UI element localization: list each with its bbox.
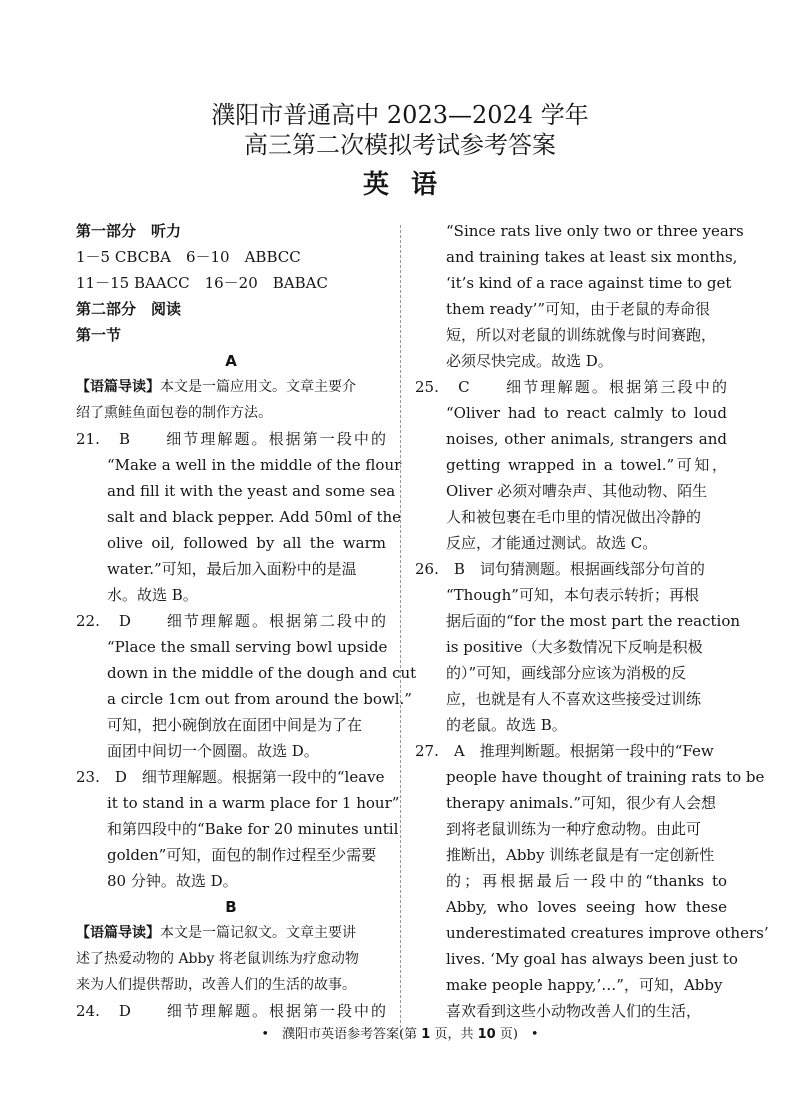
answer-line: 必须尽快完成。故选 D。	[446, 352, 613, 370]
answer-line: ‘it’s kind of a race against time to get	[446, 274, 732, 292]
answer-line: 【语篇导读】本文是一篇应用文。文章主要介	[76, 379, 356, 395]
passage-heading: B	[225, 898, 237, 916]
answer-line: 人和被包裹在毛巾里的情况做出冷静的	[446, 508, 702, 526]
answer-line: 26. B 词句猜测题。根据画线部分句首的	[415, 560, 705, 578]
passage-heading: A	[225, 352, 237, 370]
answer-line: 可知，把小碗倒放在面团中间是为了在	[107, 716, 363, 734]
answer-line: “Though”可知，本句表示转折；再根	[446, 586, 699, 604]
answer-line: olive oil, followed by all the warm	[107, 534, 386, 552]
subject-heading: 英语	[362, 170, 459, 200]
passage-guide-label: 【语篇导读】	[76, 379, 160, 395]
answer-line: 和第四段中的“Bake for 20 minutes until	[107, 820, 399, 838]
answer-line: 据后面的“for the most part the reaction	[446, 612, 741, 630]
answer-line: 喜欢看到这些小动物改善人们的生活，	[446, 1002, 702, 1020]
answer-line: noises, other animals, strangers and	[446, 430, 727, 448]
answer-line: water.”可知，最后加入面粉中的是温	[107, 560, 357, 578]
passage-guide-label: 【语篇导读】	[76, 925, 160, 941]
answer-line: 24. D 细节理解题。根据第一段中的	[76, 1002, 386, 1020]
page-footer	[0, 1023, 800, 1042]
answer-line: 11－15 BAACC 16－20 BABAC	[76, 274, 328, 292]
answer-line: 的；再根据最后一段中的“thanks to	[446, 872, 727, 890]
answer-line: and training takes at least six months,	[446, 248, 738, 266]
section-heading: 第二部分 阅读	[76, 300, 182, 318]
answer-line: 27. A 推理判断题。根据第一段中的“Few	[415, 742, 714, 760]
answer-line: 80 分钟。故选 D。	[107, 872, 238, 890]
answer-line: lives. ‘My goal has always been just to	[446, 950, 738, 968]
footer-middle: 页，共	[430, 1027, 478, 1042]
answer-line: “Place the small serving bowl upside	[107, 638, 388, 656]
answer-line: 的）”可知，画线部分应该为消极的反	[446, 664, 687, 682]
answer-line: is positive（大多数情况下反响是积极	[446, 638, 703, 656]
answer-line: 23. D 细节理解题。根据第一段中的“leave	[76, 768, 385, 786]
answer-line: them ready’”可知，由于老鼠的寿命很	[446, 300, 711, 318]
answer-line: 水。故选 B。	[107, 586, 198, 604]
document-title-line1: 濮阳市普通高中 2023—2024 学年	[211, 101, 589, 129]
document-title-line2: 高三第二次模拟考试参考答案	[244, 131, 556, 159]
answer-line: Oliver 必须对嘈杂声、其他动物、陌生	[446, 482, 708, 500]
section-heading: 第一节	[76, 326, 122, 344]
answer-line: 来为人们提供帮助，改善人们的生活的故事。	[76, 977, 356, 993]
answer-line: 述了热爱动物的 Abby 将老鼠训练为疗愈动物	[76, 951, 359, 967]
answer-line: 25. C 细节理解题。根据第三段中的	[415, 378, 727, 396]
answer-line: getting wrapped in a towel.”可知，	[446, 456, 727, 474]
answer-line: people have thought of training rats to be	[446, 768, 765, 786]
answer-line: 面团中间切一个圆圈。故选 D。	[107, 742, 319, 760]
column-divider	[400, 225, 401, 1033]
answer-line: 反应，才能通过测试。故选 C。	[446, 534, 658, 552]
answer-line: 1－5 CBCBA 6－10 ABBCC	[76, 248, 301, 266]
answer-line: therapy animals.”可知，很少有人会想	[446, 794, 717, 812]
answer-line: 短，所以对老鼠的训练就像与时间赛跑，	[446, 326, 717, 344]
answer-line: “Oliver had to react calmly to loud	[446, 404, 727, 422]
answer-line: 21. B 细节理解题。根据第一段中的	[76, 430, 386, 448]
answer-line: 【语篇导读】本文是一篇记叙文。文章主要讲	[76, 925, 356, 941]
answer-line: make people happy,’…”，可知，Abby	[446, 976, 723, 994]
answer-line: 推断出，Abby 训练老鼠是有一定创新性	[446, 846, 715, 864]
answer-line: 绍了熏鲑鱼面包卷的制作方法。	[76, 405, 272, 421]
section-heading: 第一部分 听力	[76, 222, 182, 240]
answer-line: 到将老鼠训练为一种疗愈动物。由此可	[446, 820, 702, 838]
footer-prefix: • 濮阳市英语参考答案(第	[261, 1027, 422, 1042]
footer-page-total: 10	[477, 1027, 496, 1042]
left-column	[76, 218, 417, 1024]
footer-page-number: 1	[421, 1027, 431, 1042]
answer-line: “Since rats live only two or three years	[446, 222, 744, 240]
answer-line: salt and black pepper. Add 50ml of the	[107, 508, 402, 526]
answer-line: it to stand in a warm place for 1 hour”	[107, 794, 400, 812]
right-column	[415, 218, 769, 1024]
answer-line: and fill it with the yeast and some sea	[107, 482, 396, 500]
answer-line: 应，也就是有人不喜欢这些接受过训练	[446, 690, 702, 708]
answer-line: “Make a well in the middle of the flour	[107, 456, 402, 474]
answer-line: 的老鼠。故选 B。	[446, 716, 567, 734]
answer-line: a circle 1cm out from around the bowl.”	[107, 690, 412, 708]
answer-line: underestimated creatures improve others’	[446, 924, 769, 942]
answer-line: golden”可知，面包的制作过程至少需要	[107, 846, 377, 864]
answer-line: 22. D 细节理解题。根据第二段中的	[76, 612, 386, 630]
answer-line: down in the middle of the dough and cut	[107, 664, 417, 682]
answer-line: Abby, who loves seeing how these	[446, 898, 727, 916]
footer-suffix: 页) •	[495, 1027, 539, 1042]
